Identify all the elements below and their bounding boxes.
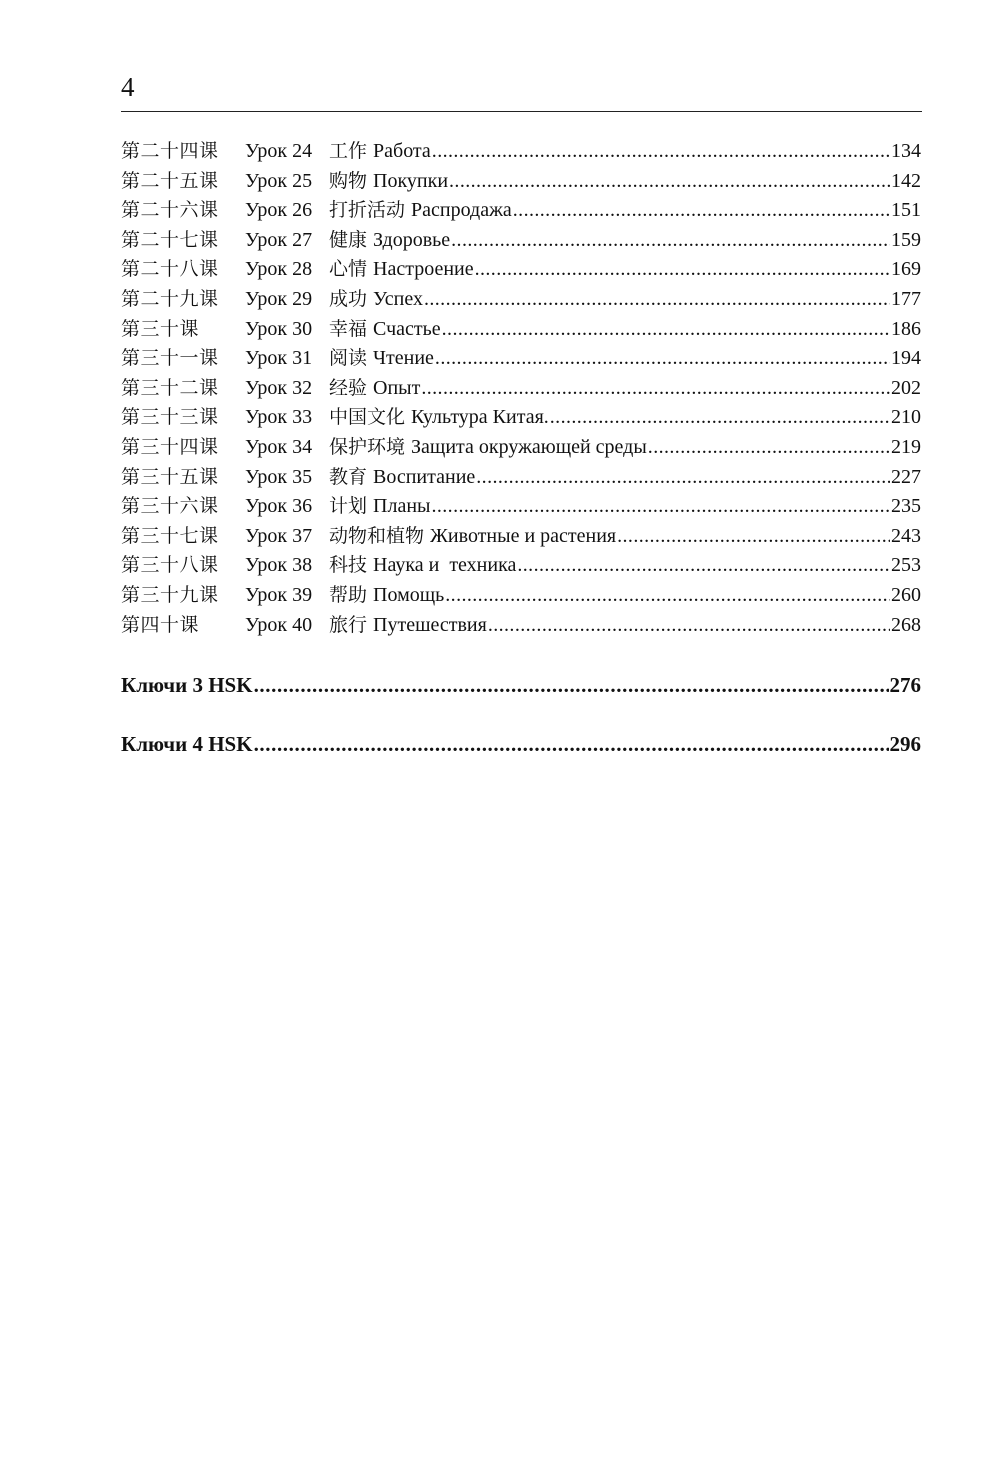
lesson-title-chinese: 中国文化 [329,406,406,429]
lesson-number: Урок 37 [245,524,313,547]
toc-entry[interactable] [121,136,921,166]
lesson-title [329,314,441,341]
page-ref: 202 [891,376,921,399]
lesson-title-russian: Счастье [373,317,441,340]
lesson-title-chinese: 教育 [329,465,368,488]
dot-leader [424,288,890,311]
header-rule [121,111,922,112]
dot-leader [617,525,890,548]
lesson-title-chinese: 心情 [329,258,368,281]
toc-entry[interactable] [121,343,921,373]
toc-entry[interactable] [121,462,921,492]
page-ref: 268 [891,613,921,636]
lesson-title [329,402,549,429]
page-ref: 243 [891,524,921,547]
dot-leader [435,347,890,370]
lesson-title-russian: Планы [373,495,431,518]
dot-leader [421,377,890,400]
page-ref: 260 [891,583,921,606]
lesson-title-chinese: 帮助 [329,583,368,606]
lesson-title [329,610,487,637]
lesson-title-chinese: 保护环境 [329,435,406,458]
lesson-title-chinese: 工作 [329,140,368,162]
toc-entry[interactable] [121,373,921,403]
page-ref: 186 [891,317,921,340]
lesson-number: Урок 30 [245,317,313,340]
lesson-title [329,521,616,548]
toc-entry[interactable] [121,225,921,255]
page-ref: 235 [891,495,921,518]
dot-leader [432,140,890,163]
lesson-number: Урок 36 [245,495,313,518]
lesson-number-chinese: 第三十六课 [121,495,219,518]
lesson-title-russian: Покупки [373,169,449,192]
page-number: 4 [121,72,135,102]
lesson-title-chinese: 动物和植物 [329,524,425,547]
dot-leader [550,406,890,429]
lesson-number: Урок 39 [245,583,313,606]
dot-leader [442,318,890,341]
lesson-title [329,225,450,252]
lesson-title [329,284,423,311]
lesson-title-russian: Настроение [373,258,474,281]
lesson-title-russian: Помощь [373,583,445,606]
dot-leader [431,495,890,518]
lesson-title-russian: Воспитание [373,465,476,488]
lesson-number: Урок 24 [245,140,313,162]
lesson-number-chinese: 第三十一课 [121,347,219,370]
toc-entry[interactable] [121,610,921,640]
lesson-number-chinese: 第三十三课 [121,406,219,429]
lesson-number-chinese: 第三十五课 [121,465,219,488]
lesson-title-chinese: 阅读 [329,347,368,370]
page-ref: 142 [891,169,921,192]
lesson-number: Урок 28 [245,258,313,281]
page-ref: 169 [891,258,921,281]
lesson-title-russian: Работа [373,140,431,162]
lesson-number-chinese: 第四十课 [121,613,200,636]
toc-entry[interactable] [121,491,921,521]
toc-entry[interactable] [121,166,921,196]
dot-leader [648,436,890,459]
lesson-number: Урок 27 [245,228,313,251]
dot-leader [254,673,889,698]
toc-entry[interactable] [121,284,921,314]
toc-entry[interactable] [121,314,921,344]
dot-leader [449,170,890,193]
lesson-title [329,432,647,459]
page-ref: 219 [891,435,921,458]
lesson-title-chinese: 科技 [329,554,368,577]
toc-entry-keys-hsk4[interactable] [121,732,921,757]
lesson-title [329,373,420,400]
lesson-title-chinese: 成功 [329,287,368,310]
lesson-number-chinese: 第二十六课 [121,199,219,222]
lesson-title-russian: Культура Китая. [411,406,549,429]
page-ref: 177 [891,287,921,310]
keys-title: Ключи 3 HSK [121,673,253,697]
toc-entry-keys-hsk3[interactable] [121,673,921,698]
page-ref: 159 [891,228,921,251]
lesson-title [329,136,431,163]
lesson-number-chinese: 第二十四课 [121,140,219,162]
page-ref: 194 [891,347,921,370]
toc-entry[interactable] [121,580,921,610]
lesson-number-chinese: 第三十九课 [121,583,219,606]
lesson-title-russian: Здоровье [373,228,451,251]
lesson-title [329,195,512,222]
toc-entry[interactable] [121,550,921,580]
lesson-number-chinese: 第二十五课 [121,169,219,192]
dot-leader [517,554,890,577]
lesson-number: Урок 32 [245,376,313,399]
toc-entry[interactable] [121,254,921,284]
toc-entry[interactable] [121,402,921,432]
lesson-title-chinese: 旅行 [329,613,368,636]
dot-leader [445,584,890,607]
dot-leader [513,199,890,222]
lesson-number: Урок 25 [245,169,313,192]
lesson-number: Урок 34 [245,435,313,458]
lesson-title-russian: Чтение [373,347,434,370]
lesson-number-chinese: 第三十四课 [121,435,219,458]
lesson-number: Урок 33 [245,406,313,429]
lesson-number-chinese: 第三十八课 [121,554,219,577]
page-ref: 151 [891,199,921,222]
dot-leader [488,614,890,637]
page-ref: 296 [889,732,921,756]
lesson-title-russian: Путешествия [373,613,487,636]
lesson-number-chinese: 第三十课 [121,317,200,340]
toc-entry[interactable] [121,195,921,225]
dot-leader [254,732,889,757]
lesson-number: Урок 26 [245,199,313,222]
page-ref: 276 [889,673,921,697]
lesson-number-chinese: 第三十七课 [121,524,219,547]
page-ref: 253 [891,554,921,577]
lesson-number: Урок 35 [245,465,313,488]
page-ref: 134 [891,140,921,162]
lesson-title [329,550,516,577]
dot-leader [476,466,890,489]
lesson-title-chinese: 经验 [329,376,368,399]
page-ref: 227 [891,465,921,488]
lesson-title-russian: Успех [373,287,423,310]
lesson-number-chinese: 第二十九课 [121,287,219,310]
lesson-number: Урок 38 [245,554,313,577]
dot-leader [451,229,890,252]
page-ref: 210 [891,406,921,429]
lesson-title [329,343,434,370]
lesson-title-russian: Распродажа [411,199,512,222]
lesson-number: Урок 29 [245,287,313,310]
lesson-title-russian: Защита окружающей среды [411,435,647,458]
lesson-title [329,580,444,607]
lesson-title-chinese: 幸福 [329,317,368,340]
lesson-title-chinese: 购物 [329,169,368,192]
lesson-number: Урок 31 [245,347,313,370]
lesson-title [329,166,448,193]
toc-entry[interactable] [121,521,921,551]
lesson-title [329,254,474,281]
table-of-contents [121,136,921,639]
toc-entry[interactable] [121,432,921,462]
lesson-title [329,491,430,518]
lesson-number-chinese: 第二十七课 [121,228,219,251]
lesson-title-russian: Животные и растения [430,524,617,547]
lesson-title-chinese: 计划 [329,495,368,518]
lesson-title-russian: Опыт [373,376,421,399]
lesson-title-russian: Наука и техника [373,554,517,577]
lesson-title-chinese: 打折活动 [329,199,406,222]
lesson-number: Урок 40 [245,613,313,636]
lesson-title-chinese: 健康 [329,228,368,251]
dot-leader [475,258,890,281]
lesson-number-chinese: 第三十二课 [121,376,219,399]
lesson-title [329,462,475,489]
keys-title: Ключи 4 HSK [121,732,253,756]
lesson-number-chinese: 第二十八课 [121,258,219,281]
